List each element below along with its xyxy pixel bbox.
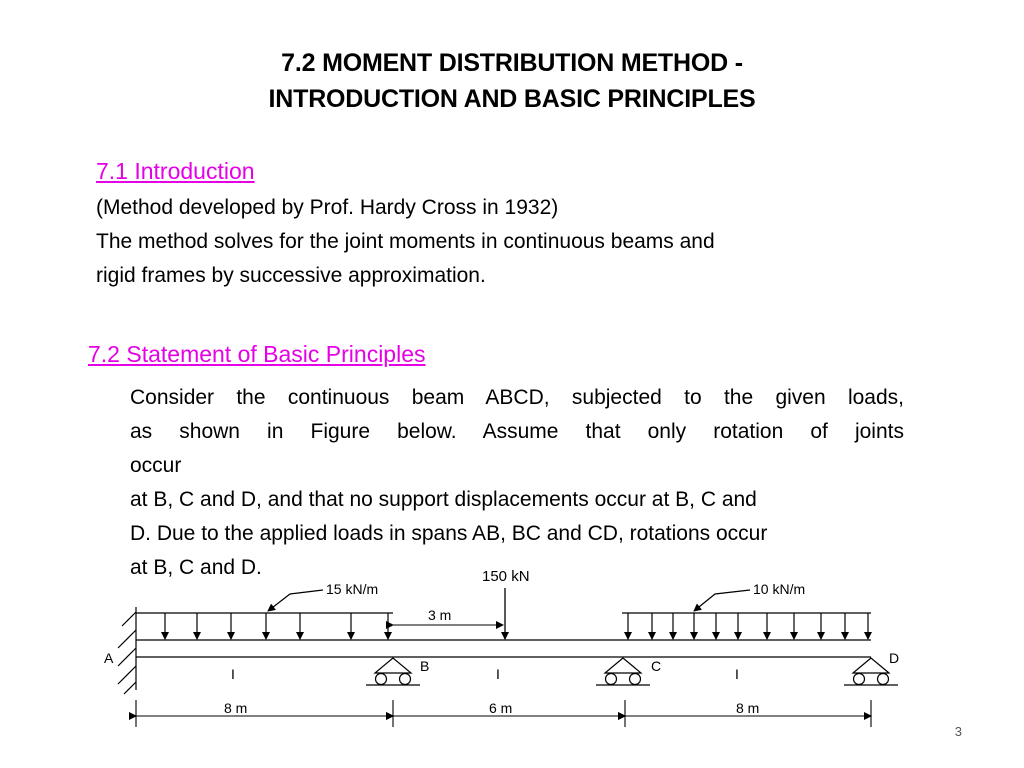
load-ab-label: 15 kN/m: [326, 581, 379, 597]
udl-cd: [622, 613, 871, 639]
principles-line-3: occur: [130, 454, 182, 477]
udl-ab: [136, 613, 393, 639]
continuous-beam-figure: [0, 560, 1024, 730]
inertia-ab-label: I: [231, 666, 235, 682]
intro-line-1: (Method developed by Prof. Hardy Cross in 1932): [96, 196, 559, 219]
node-a-label: A: [104, 650, 114, 666]
load-cd-label: 10 kN/m: [753, 581, 806, 597]
slide-title: [0, 45, 1024, 117]
fixed-support-a: [118, 607, 136, 694]
page-number: 3: [954, 724, 962, 739]
principles-line-4: at B, C and D, and that no support displacements occur at B, C and: [130, 488, 757, 511]
span-bc-label: 6 m: [489, 700, 513, 716]
title-line-2: INTRODUCTION AND BASIC PRINCIPLES: [268, 85, 756, 113]
node-b-label: B: [420, 658, 430, 674]
point-load-label: 150 kN: [482, 568, 530, 585]
section-heading-introduction: 7.1 Introduction: [96, 158, 255, 184]
principles-line-1: Consider the continuous beam ABCD, subjected to the given loads,: [130, 386, 904, 409]
roller-support-c: [596, 658, 650, 685]
span-ab-label: 8 m: [224, 700, 248, 716]
principles-line-6: at B, C and D.: [130, 556, 262, 579]
point-load-distance: 3 m: [428, 607, 452, 623]
introduction-text: [96, 191, 916, 293]
principles-line-2: as shown in Figure below. Assume that only rotation of joints: [130, 420, 904, 443]
inertia-bc-label: I: [496, 666, 500, 682]
node-d-label: D: [889, 650, 900, 666]
beam-abcd: [136, 640, 871, 657]
principles-line-5: D. Due to the applied loads in spans AB, BC and CD, rotations occur: [130, 522, 768, 545]
principles-paragraph: [130, 381, 904, 585]
intro-line-3: rigid frames by successive approximation.: [96, 264, 486, 287]
intro-line-2: The method solves for the joint moments in continuous beams and: [96, 230, 715, 253]
udl-ab-leader: [268, 590, 323, 611]
udl-cd-leader: [694, 590, 750, 611]
span-cd-label: 8 m: [736, 700, 760, 716]
title-line-1: 7.2 MOMENT DISTRIBUTION METHOD -: [281, 49, 743, 77]
roller-support-b: [366, 658, 420, 685]
inertia-cd-label: I: [735, 666, 739, 682]
node-c-label: C: [651, 658, 662, 674]
section-heading-basic-principles: 7.2 Statement of Basic Principles: [88, 341, 426, 367]
